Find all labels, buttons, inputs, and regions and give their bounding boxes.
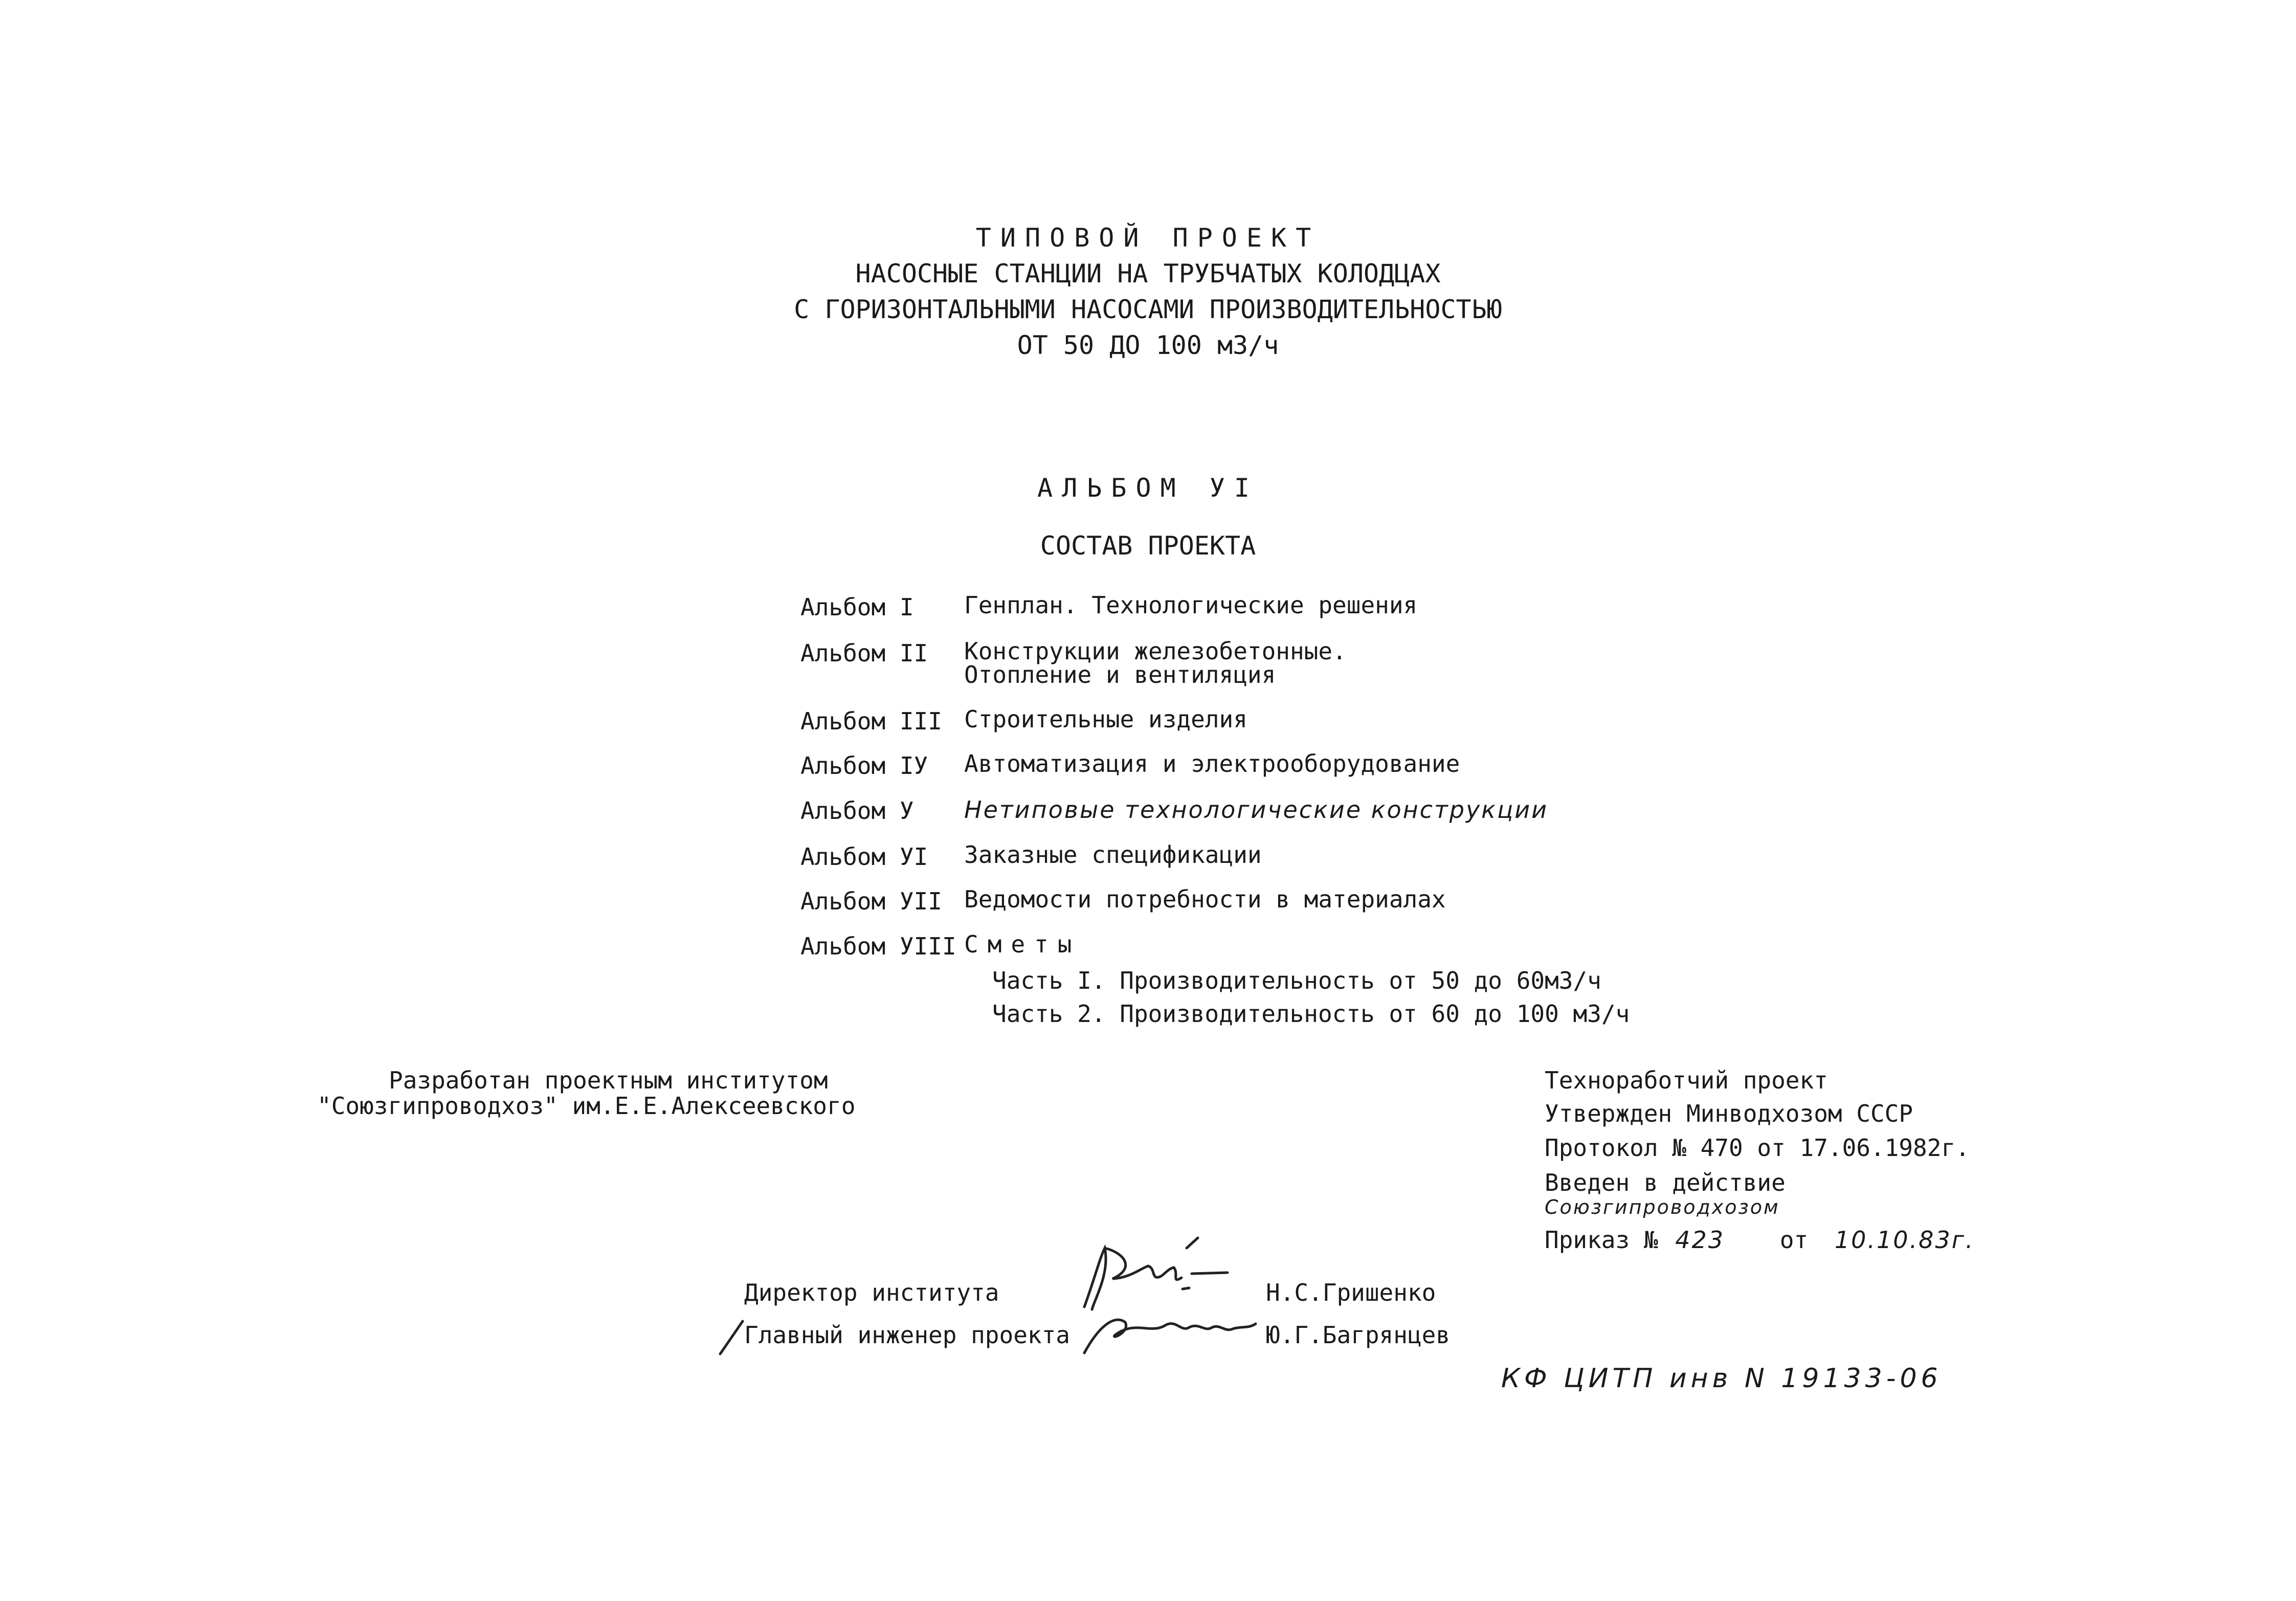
album-desc: Генплан. Технологические решения (964, 591, 1418, 619)
signature-role: Главный инженер проекта (744, 1321, 1070, 1349)
album-desc-line: Отопление и вентиляция (964, 661, 1276, 688)
order-date: 10.10.83г. (1834, 1226, 1975, 1254)
title-line-2: НАСОСНЫЕ СТАНЦИИ НА ТРУБЧАТЫХ КОЛОДЦАХ (855, 259, 1441, 288)
album-label: Альбом УII (800, 887, 942, 915)
approval-line: Утвержден Минводхозом СССР (1545, 1100, 1913, 1127)
order-label: Приказ № (1545, 1226, 1658, 1254)
album-desc: Ведомости потребности в материалах (964, 885, 1446, 913)
album-desc: Автоматизация и электрооборудование (964, 750, 1460, 777)
album-label: Альбом У (800, 797, 914, 825)
signature-role: Директор института (744, 1279, 999, 1306)
inventory-note: КФ ЦИТП инв N 19133-06 (1501, 1363, 1942, 1394)
album-label: Альбом II (800, 639, 928, 667)
slash-mark-icon (716, 1317, 747, 1358)
developer-line: "Союзгипроводхоз" им.Е.Е.Алексеевского (317, 1092, 856, 1120)
approval-line: Введен в действие (1545, 1169, 1786, 1196)
title-line-3: С ГОРИЗОНТАЛЬНЫМИ НАСОСАМИ ПРОИЗВОДИТЕЛЬНОСТЬЮ (794, 295, 1502, 324)
developer-line: Разработан проектным институтом (389, 1066, 828, 1094)
album-desc-handwritten: Нетиповые технологические конструкции (964, 796, 1549, 824)
contents-heading: СОСТАВ ПРОЕКТА (1040, 531, 1256, 561)
album-label: Альбом УI (800, 843, 928, 871)
title-block (0, 220, 2296, 363)
album-label: Альбом I (800, 593, 914, 621)
album-desc: Заказные спецификации (964, 841, 1262, 869)
approval-line: Техноработчий проект (1545, 1066, 1828, 1094)
order-from: от (1779, 1226, 1809, 1254)
album-label: Альбом III (800, 707, 942, 735)
order-number: 423 (1675, 1226, 1725, 1254)
estimate-part: Часть I. Производительность от 50 до 60м3/ч (992, 967, 1601, 994)
chief-engineer-signature-icon (1079, 1304, 1263, 1361)
title-line-4: ОТ 50 ДО 100 м3/ч (1017, 330, 1279, 360)
album-desc: Строительные изделия (964, 705, 1247, 733)
album-label: Альбом IУ (800, 752, 928, 780)
album-desc: Сметы (964, 930, 1081, 958)
signature-name: Н.С.Гришенко (1266, 1279, 1436, 1306)
approval-line: Протокол № 470 от 17.06.1982г. (1545, 1134, 1970, 1162)
album-label: Альбом УIII (800, 932, 956, 960)
signature-name: Ю.Г.Багрянцев (1266, 1321, 1451, 1349)
order-line (1545, 1226, 1975, 1254)
estimate-part: Часть 2. Производительность от 60 до 100 м3/ч (992, 1000, 1630, 1028)
title-line-1: ТИПОВОЙ ПРОЕКТ (975, 223, 1321, 253)
approval-handwritten: Союзгипроводхозом (1545, 1196, 1780, 1218)
album-desc-line: Конструкции железобетонные. (964, 637, 1347, 665)
album-heading: АЛЬБОМ УI (1037, 473, 1259, 503)
album-desc (964, 639, 1347, 686)
